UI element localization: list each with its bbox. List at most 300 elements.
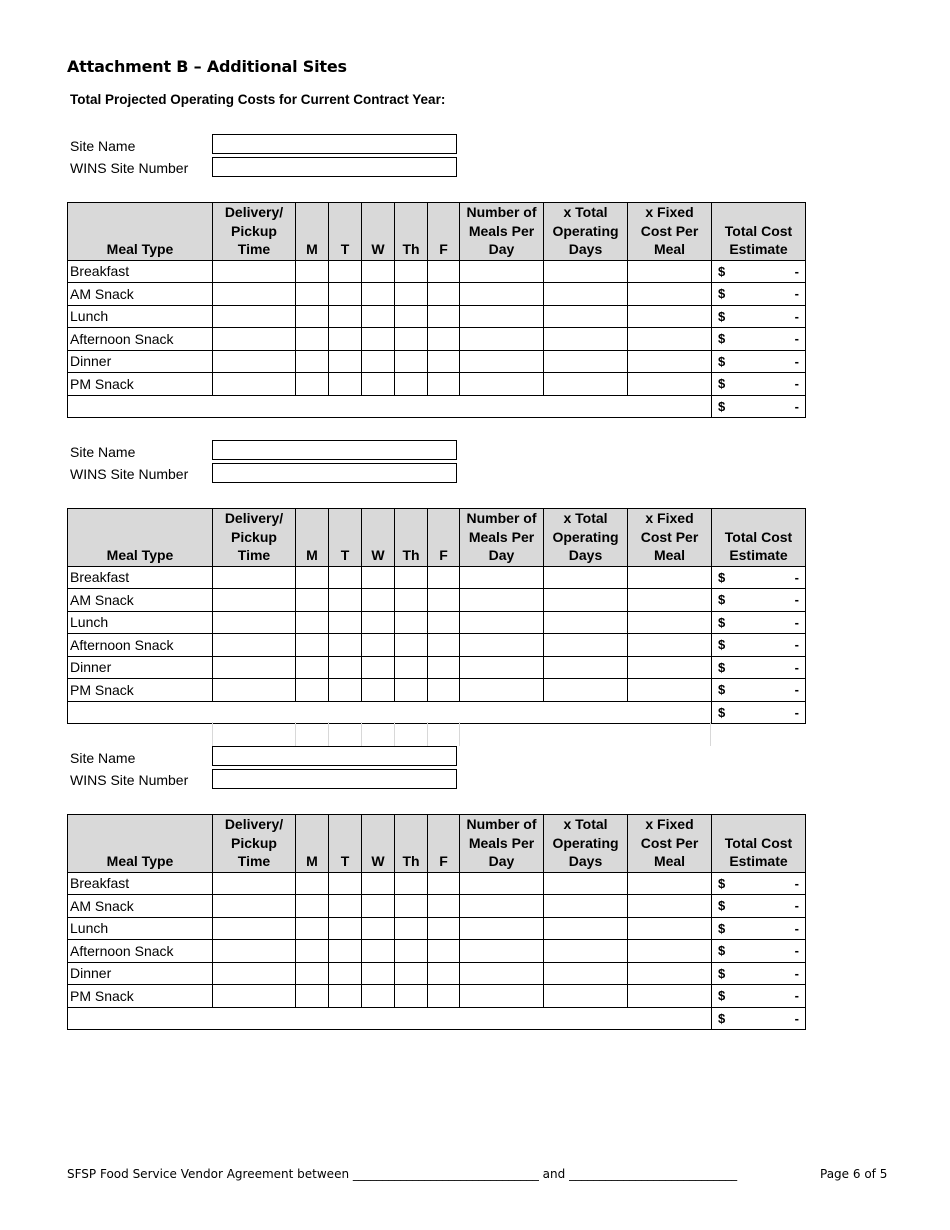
delivery-time-input[interactable] [213,328,295,350]
meals-per-day-input[interactable] [460,963,543,985]
fixed-cost-input[interactable] [628,634,711,656]
wednesday-input[interactable] [362,963,394,985]
operating-days-input[interactable] [544,589,627,611]
thursday-input[interactable] [395,985,427,1007]
delivery-time-cell[interactable] [213,985,296,1008]
wednesday-cell[interactable] [362,634,395,657]
meals-per-day-input[interactable] [460,306,543,328]
site-name-field[interactable] [212,440,457,460]
delivery-time-input[interactable] [213,306,295,328]
thursday-cell[interactable] [395,679,428,702]
monday-input[interactable] [296,895,328,917]
operating-days-cell[interactable] [544,872,628,895]
monday-cell[interactable] [296,589,329,612]
operating-days-cell[interactable] [544,962,628,985]
friday-input[interactable] [428,963,459,985]
friday-cell[interactable] [428,350,460,373]
operating-days-cell[interactable] [544,305,628,328]
meals-per-day-cell[interactable] [460,328,544,351]
wednesday-cell[interactable] [362,895,395,918]
delivery-time-cell[interactable] [213,589,296,612]
monday-input[interactable] [296,306,328,328]
monday-cell[interactable] [296,679,329,702]
meals-per-day-cell[interactable] [460,611,544,634]
friday-input[interactable] [428,351,459,373]
monday-cell[interactable] [296,634,329,657]
meals-per-day-cell[interactable] [460,895,544,918]
tuesday-cell[interactable] [329,656,362,679]
friday-cell[interactable] [428,589,460,612]
friday-input[interactable] [428,918,459,940]
friday-input[interactable] [428,634,459,656]
operating-days-cell[interactable] [544,940,628,963]
fixed-cost-cell[interactable] [628,350,712,373]
thursday-input[interactable] [395,328,427,350]
thursday-input[interactable] [395,963,427,985]
wednesday-input[interactable] [362,351,394,373]
monday-input[interactable] [296,940,328,962]
delivery-time-cell[interactable] [213,328,296,351]
operating-days-cell[interactable] [544,611,628,634]
meals-per-day-input[interactable] [460,283,543,305]
fixed-cost-input[interactable] [628,940,711,962]
friday-cell[interactable] [428,260,460,283]
meals-per-day-cell[interactable] [460,260,544,283]
delivery-time-cell[interactable] [213,656,296,679]
friday-input[interactable] [428,895,459,917]
fixed-cost-input[interactable] [628,612,711,634]
operating-days-cell[interactable] [544,283,628,306]
friday-cell[interactable] [428,328,460,351]
fixed-cost-input[interactable] [628,373,711,395]
fixed-cost-cell[interactable] [628,940,712,963]
monday-cell[interactable] [296,917,329,940]
meals-per-day-input[interactable] [460,940,543,962]
delivery-time-cell[interactable] [213,917,296,940]
thursday-input[interactable] [395,895,427,917]
monday-input[interactable] [296,985,328,1007]
fixed-cost-input[interactable] [628,351,711,373]
operating-days-cell[interactable] [544,656,628,679]
wednesday-cell[interactable] [362,373,395,396]
friday-cell[interactable] [428,985,460,1008]
operating-days-cell[interactable] [544,373,628,396]
thursday-input[interactable] [395,283,427,305]
tuesday-input[interactable] [329,306,361,328]
tuesday-input[interactable] [329,657,361,679]
meals-per-day-input[interactable] [460,873,543,895]
friday-input[interactable] [428,589,459,611]
tuesday-cell[interactable] [329,872,362,895]
meals-per-day-input[interactable] [460,373,543,395]
monday-input[interactable] [296,567,328,589]
tuesday-input[interactable] [329,283,361,305]
wednesday-input[interactable] [362,306,394,328]
delivery-time-cell[interactable] [213,350,296,373]
wednesday-cell[interactable] [362,962,395,985]
friday-input[interactable] [428,940,459,962]
tuesday-cell[interactable] [329,589,362,612]
tuesday-input[interactable] [329,373,361,395]
meals-per-day-input[interactable] [460,985,543,1007]
friday-cell[interactable] [428,940,460,963]
operating-days-input[interactable] [544,373,627,395]
meals-per-day-input[interactable] [460,567,543,589]
wins-site-number-input[interactable] [213,770,456,788]
wins-site-number-input[interactable] [213,158,456,176]
delivery-time-input[interactable] [213,895,295,917]
monday-input[interactable] [296,963,328,985]
tuesday-cell[interactable] [329,611,362,634]
meals-per-day-cell[interactable] [460,589,544,612]
tuesday-cell[interactable] [329,260,362,283]
friday-input[interactable] [428,283,459,305]
wednesday-input[interactable] [362,873,394,895]
operating-days-cell[interactable] [544,566,628,589]
thursday-cell[interactable] [395,283,428,306]
thursday-input[interactable] [395,351,427,373]
operating-days-input[interactable] [544,328,627,350]
operating-days-cell[interactable] [544,917,628,940]
tuesday-input[interactable] [329,963,361,985]
monday-cell[interactable] [296,611,329,634]
fixed-cost-cell[interactable] [628,260,712,283]
tuesday-cell[interactable] [329,350,362,373]
operating-days-input[interactable] [544,261,627,283]
friday-cell[interactable] [428,962,460,985]
fixed-cost-cell[interactable] [628,589,712,612]
wednesday-cell[interactable] [362,566,395,589]
thursday-cell[interactable] [395,985,428,1008]
monday-input[interactable] [296,634,328,656]
thursday-cell[interactable] [395,917,428,940]
thursday-input[interactable] [395,657,427,679]
operating-days-input[interactable] [544,283,627,305]
thursday-cell[interactable] [395,589,428,612]
fixed-cost-input[interactable] [628,895,711,917]
tuesday-input[interactable] [329,351,361,373]
operating-days-input[interactable] [544,985,627,1007]
wednesday-input[interactable] [362,895,394,917]
tuesday-cell[interactable] [329,328,362,351]
wins-site-number-field[interactable] [212,769,457,789]
tuesday-cell[interactable] [329,566,362,589]
monday-input[interactable] [296,589,328,611]
thursday-cell[interactable] [395,350,428,373]
tuesday-cell[interactable] [329,305,362,328]
fixed-cost-cell[interactable] [628,328,712,351]
fixed-cost-input[interactable] [628,328,711,350]
wednesday-input[interactable] [362,261,394,283]
wednesday-cell[interactable] [362,656,395,679]
wednesday-input[interactable] [362,918,394,940]
operating-days-cell[interactable] [544,985,628,1008]
operating-days-input[interactable] [544,895,627,917]
operating-days-cell[interactable] [544,260,628,283]
operating-days-input[interactable] [544,679,627,701]
monday-cell[interactable] [296,283,329,306]
tuesday-cell[interactable] [329,985,362,1008]
delivery-time-input[interactable] [213,351,295,373]
wednesday-input[interactable] [362,589,394,611]
meals-per-day-cell[interactable] [460,373,544,396]
wins-site-number-input[interactable] [213,464,456,482]
wednesday-cell[interactable] [362,283,395,306]
wednesday-cell[interactable] [362,611,395,634]
monday-cell[interactable] [296,328,329,351]
wednesday-cell[interactable] [362,917,395,940]
delivery-time-cell[interactable] [213,566,296,589]
tuesday-input[interactable] [329,895,361,917]
meals-per-day-input[interactable] [460,328,543,350]
monday-cell[interactable] [296,373,329,396]
delivery-time-cell[interactable] [213,283,296,306]
friday-cell[interactable] [428,872,460,895]
friday-cell[interactable] [428,373,460,396]
tuesday-input[interactable] [329,328,361,350]
meals-per-day-cell[interactable] [460,917,544,940]
delivery-time-cell[interactable] [213,260,296,283]
thursday-cell[interactable] [395,328,428,351]
meals-per-day-cell[interactable] [460,283,544,306]
thursday-cell[interactable] [395,895,428,918]
tuesday-cell[interactable] [329,895,362,918]
thursday-cell[interactable] [395,260,428,283]
thursday-cell[interactable] [395,634,428,657]
operating-days-input[interactable] [544,306,627,328]
fixed-cost-cell[interactable] [628,895,712,918]
fixed-cost-cell[interactable] [628,611,712,634]
thursday-cell[interactable] [395,611,428,634]
wednesday-input[interactable] [362,328,394,350]
meals-per-day-input[interactable] [460,918,543,940]
operating-days-input[interactable] [544,657,627,679]
fixed-cost-cell[interactable] [628,634,712,657]
thursday-input[interactable] [395,261,427,283]
delivery-time-cell[interactable] [213,872,296,895]
friday-input[interactable] [428,567,459,589]
monday-cell[interactable] [296,962,329,985]
site-name-field[interactable] [212,134,457,154]
delivery-time-cell[interactable] [213,634,296,657]
thursday-input[interactable] [395,918,427,940]
delivery-time-input[interactable] [213,985,295,1007]
thursday-input[interactable] [395,567,427,589]
meals-per-day-cell[interactable] [460,962,544,985]
site-name-field[interactable] [212,746,457,766]
thursday-input[interactable] [395,589,427,611]
monday-cell[interactable] [296,985,329,1008]
meals-per-day-cell[interactable] [460,679,544,702]
fixed-cost-input[interactable] [628,963,711,985]
fixed-cost-input[interactable] [628,283,711,305]
meals-per-day-cell[interactable] [460,566,544,589]
tuesday-input[interactable] [329,612,361,634]
delivery-time-cell[interactable] [213,895,296,918]
wednesday-input[interactable] [362,283,394,305]
wednesday-cell[interactable] [362,350,395,373]
delivery-time-input[interactable] [213,612,295,634]
fixed-cost-input[interactable] [628,261,711,283]
fixed-cost-cell[interactable] [628,872,712,895]
friday-cell[interactable] [428,679,460,702]
tuesday-input[interactable] [329,589,361,611]
thursday-input[interactable] [395,373,427,395]
meals-per-day-input[interactable] [460,261,543,283]
operating-days-input[interactable] [544,351,627,373]
meals-per-day-cell[interactable] [460,305,544,328]
wednesday-cell[interactable] [362,872,395,895]
fixed-cost-input[interactable] [628,985,711,1007]
wednesday-input[interactable] [362,940,394,962]
thursday-cell[interactable] [395,305,428,328]
fixed-cost-input[interactable] [628,679,711,701]
delivery-time-cell[interactable] [213,679,296,702]
delivery-time-cell[interactable] [213,373,296,396]
tuesday-input[interactable] [329,918,361,940]
monday-input[interactable] [296,657,328,679]
meals-per-day-cell[interactable] [460,350,544,373]
operating-days-input[interactable] [544,567,627,589]
meals-per-day-input[interactable] [460,657,543,679]
wednesday-cell[interactable] [362,328,395,351]
wednesday-cell[interactable] [362,985,395,1008]
delivery-time-input[interactable] [213,589,295,611]
thursday-cell[interactable] [395,656,428,679]
site-name-input[interactable] [213,441,456,459]
wednesday-input[interactable] [362,567,394,589]
thursday-cell[interactable] [395,872,428,895]
monday-cell[interactable] [296,305,329,328]
operating-days-input[interactable] [544,873,627,895]
tuesday-input[interactable] [329,679,361,701]
wednesday-cell[interactable] [362,589,395,612]
fixed-cost-cell[interactable] [628,283,712,306]
fixed-cost-cell[interactable] [628,656,712,679]
thursday-cell[interactable] [395,373,428,396]
operating-days-cell[interactable] [544,679,628,702]
tuesday-cell[interactable] [329,962,362,985]
tuesday-cell[interactable] [329,917,362,940]
monday-input[interactable] [296,918,328,940]
monday-input[interactable] [296,373,328,395]
wins-site-number-field[interactable] [212,463,457,483]
wednesday-input[interactable] [362,679,394,701]
meals-per-day-cell[interactable] [460,985,544,1008]
delivery-time-input[interactable] [213,679,295,701]
monday-cell[interactable] [296,656,329,679]
friday-input[interactable] [428,373,459,395]
fixed-cost-input[interactable] [628,306,711,328]
friday-input[interactable] [428,873,459,895]
delivery-time-input[interactable] [213,963,295,985]
wednesday-cell[interactable] [362,260,395,283]
fixed-cost-cell[interactable] [628,305,712,328]
tuesday-input[interactable] [329,873,361,895]
meals-per-day-input[interactable] [460,612,543,634]
operating-days-input[interactable] [544,940,627,962]
tuesday-input[interactable] [329,985,361,1007]
monday-input[interactable] [296,261,328,283]
monday-cell[interactable] [296,566,329,589]
monday-cell[interactable] [296,260,329,283]
delivery-time-input[interactable] [213,634,295,656]
operating-days-cell[interactable] [544,634,628,657]
tuesday-cell[interactable] [329,373,362,396]
operating-days-input[interactable] [544,918,627,940]
tuesday-cell[interactable] [329,283,362,306]
fixed-cost-cell[interactable] [628,679,712,702]
fixed-cost-input[interactable] [628,589,711,611]
tuesday-input[interactable] [329,634,361,656]
monday-cell[interactable] [296,872,329,895]
monday-input[interactable] [296,679,328,701]
thursday-input[interactable] [395,873,427,895]
wednesday-cell[interactable] [362,940,395,963]
friday-input[interactable] [428,657,459,679]
operating-days-input[interactable] [544,634,627,656]
friday-cell[interactable] [428,895,460,918]
meals-per-day-cell[interactable] [460,634,544,657]
delivery-time-input[interactable] [213,567,295,589]
tuesday-cell[interactable] [329,940,362,963]
monday-cell[interactable] [296,940,329,963]
monday-input[interactable] [296,283,328,305]
meals-per-day-input[interactable] [460,634,543,656]
operating-days-input[interactable] [544,963,627,985]
friday-input[interactable] [428,261,459,283]
delivery-time-input[interactable] [213,657,295,679]
monday-cell[interactable] [296,895,329,918]
meals-per-day-input[interactable] [460,679,543,701]
fixed-cost-input[interactable] [628,657,711,679]
delivery-time-input[interactable] [213,873,295,895]
monday-input[interactable] [296,351,328,373]
delivery-time-input[interactable] [213,283,295,305]
thursday-input[interactable] [395,940,427,962]
monday-cell[interactable] [296,350,329,373]
friday-input[interactable] [428,306,459,328]
wednesday-input[interactable] [362,657,394,679]
delivery-time-cell[interactable] [213,305,296,328]
wednesday-cell[interactable] [362,679,395,702]
tuesday-input[interactable] [329,940,361,962]
tuesday-input[interactable] [329,567,361,589]
friday-input[interactable] [428,985,459,1007]
delivery-time-input[interactable] [213,940,295,962]
friday-input[interactable] [428,612,459,634]
delivery-time-input[interactable] [213,261,295,283]
friday-cell[interactable] [428,305,460,328]
wednesday-input[interactable] [362,612,394,634]
friday-cell[interactable] [428,283,460,306]
fixed-cost-cell[interactable] [628,373,712,396]
thursday-cell[interactable] [395,566,428,589]
thursday-input[interactable] [395,306,427,328]
friday-cell[interactable] [428,917,460,940]
wednesday-input[interactable] [362,373,394,395]
wednesday-cell[interactable] [362,305,395,328]
monday-input[interactable] [296,873,328,895]
fixed-cost-cell[interactable] [628,962,712,985]
delivery-time-input[interactable] [213,918,295,940]
thursday-cell[interactable] [395,940,428,963]
delivery-time-cell[interactable] [213,962,296,985]
friday-input[interactable] [428,679,459,701]
fixed-cost-cell[interactable] [628,985,712,1008]
friday-cell[interactable] [428,656,460,679]
tuesday-cell[interactable] [329,679,362,702]
